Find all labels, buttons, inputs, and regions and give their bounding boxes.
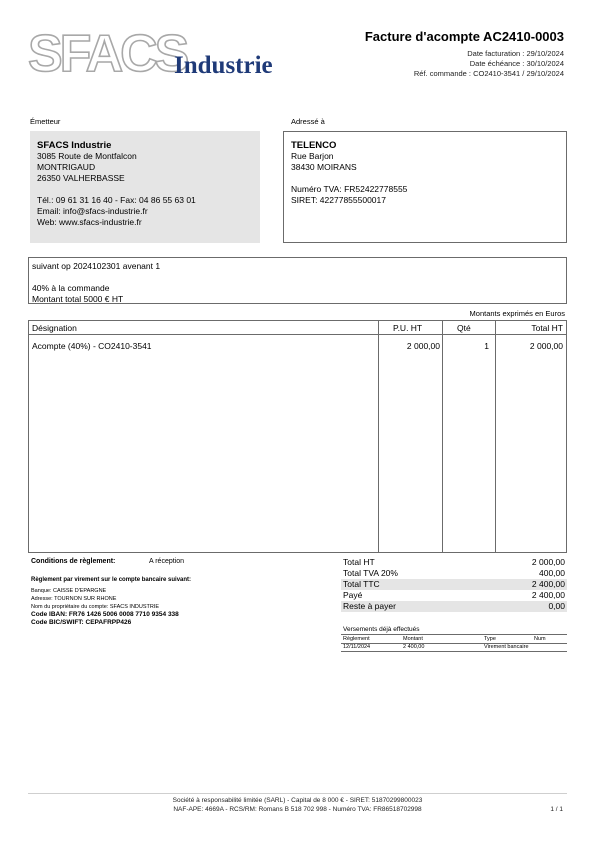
recipient-address-line: 38430 MOIRANS bbox=[291, 162, 357, 172]
recipient-siret: SIRET: 42277855500017 bbox=[291, 195, 386, 205]
bank-name: Banque: CAISSE D'EPARGNE bbox=[31, 588, 107, 594]
total-value: 2 400,00 bbox=[531, 590, 565, 600]
item-designation: Acompte (40%) - CO2410-3541 bbox=[32, 341, 152, 351]
due-date: Date échéance : 30/10/2024 bbox=[469, 59, 564, 68]
total-value: 0,00 bbox=[548, 601, 565, 611]
payments-col-reglement: Règlement bbox=[343, 636, 370, 642]
footer-legal-line: Société à responsabilité limitée (SARL) - Capital de 8 000 € - SIRET: 51870299800023 bbox=[172, 797, 423, 804]
footer-divider bbox=[28, 793, 567, 794]
invoice-date: Date facturation : 29/10/2024 bbox=[467, 49, 564, 58]
emitter-phone: Tél.: 09 61 31 16 40 - Fax: 04 86 55 63 01 bbox=[37, 195, 196, 205]
payments-divider bbox=[341, 643, 567, 644]
total-row bbox=[341, 590, 567, 601]
payment-conditions-value: A réception bbox=[149, 558, 185, 565]
item-total: 2 000,00 bbox=[529, 341, 563, 351]
iban: Code IBAN: FR76 1426 5006 0008 7710 9354 338 bbox=[31, 611, 179, 618]
recipient-address-line: Rue Barjon bbox=[291, 151, 334, 161]
total-label: Total TVA 20% bbox=[343, 568, 398, 578]
footer-legal-line: NAF-APE: 4669A - RCS/RM: Romans B 518 702 998 - Numéro TVA: FR86518702998 bbox=[173, 806, 422, 813]
recipient-name: TELENCO bbox=[291, 140, 337, 151]
emitter-address-line: 26350 VALHERBASSE bbox=[37, 173, 125, 183]
emitter-box bbox=[30, 131, 260, 243]
recipient-vat: Numéro TVA: FR52422778555 bbox=[291, 184, 408, 194]
order-reference: Réf. commande : CO2410-3541 / 29/10/2024 bbox=[413, 69, 564, 78]
payment-conditions-label: Conditions de règlement: bbox=[31, 558, 116, 565]
emitter-name: SFACS Industrie bbox=[37, 140, 112, 151]
transfer-title: Règlement par virement sur le compte bancaire suivant: bbox=[31, 577, 192, 583]
total-value: 2 000,00 bbox=[531, 557, 565, 567]
account-owner: Nom du propriétaire du compte: SFACS INDUSTRIE bbox=[31, 604, 160, 610]
invoice-title: Facture d'acompte AC2410-0003 bbox=[364, 29, 564, 44]
payments-divider bbox=[341, 651, 567, 652]
total-value: 2 400,00 bbox=[531, 579, 565, 589]
col-header-total: Total HT bbox=[531, 323, 563, 333]
payments-divider bbox=[341, 634, 567, 635]
payments-title: Versements déjà effectués bbox=[343, 626, 420, 633]
col-header-designation: Désignation bbox=[32, 323, 77, 333]
company-logo-subtitle: Industrie bbox=[174, 52, 273, 79]
total-row bbox=[341, 568, 567, 579]
payments-col-montant: Montant bbox=[403, 636, 423, 642]
total-row bbox=[341, 579, 567, 590]
bank-address: Adresse: TOURNON SUR RHONE bbox=[31, 596, 117, 602]
col-header-quantity: Qté bbox=[457, 323, 471, 333]
items-table bbox=[28, 320, 567, 553]
total-label: Total HT bbox=[343, 557, 375, 567]
col-header-unit-price: P.U. HT bbox=[393, 323, 423, 333]
invoice-note bbox=[28, 257, 567, 304]
note-line: 40% à la commande bbox=[32, 283, 110, 293]
total-value: 400,00 bbox=[539, 568, 565, 578]
payment-amount: 2 400,00 bbox=[403, 644, 425, 650]
item-unit-price: 2 000,00 bbox=[406, 341, 440, 351]
note-line: Montant total 5000 € HT bbox=[32, 294, 124, 304]
recipient-box bbox=[283, 131, 567, 243]
payments-col-num: Num bbox=[534, 636, 546, 642]
item-quantity: 1 bbox=[484, 341, 489, 351]
payments-col-type: Type bbox=[484, 636, 496, 642]
total-label: Payé bbox=[343, 590, 363, 600]
emitter-address-line: 3085 Route de Montfalcon bbox=[37, 151, 137, 161]
note-line: suivant op 2024102301 avenant 1 bbox=[32, 261, 161, 271]
emitter-label: Émetteur bbox=[30, 117, 61, 126]
total-row bbox=[341, 557, 567, 568]
total-label: Reste à payer bbox=[343, 601, 396, 611]
page-number: 1 / 1 bbox=[550, 806, 563, 813]
emitter-web: Web: www.sfacs-industrie.fr bbox=[37, 217, 142, 227]
total-row bbox=[341, 601, 567, 612]
company-logo: SFACS bbox=[28, 25, 187, 83]
payment-type: Virement bancaire bbox=[484, 644, 529, 650]
bic: Code BIC/SWIFT: CEPAFRPP426 bbox=[31, 619, 132, 626]
payment-date: 12/11/2024 bbox=[343, 644, 371, 650]
recipient-label: Adressé à bbox=[291, 117, 325, 126]
emitter-email: Email: info@sfacs-industrie.fr bbox=[37, 206, 148, 216]
currency-note: Montants exprimés en Euros bbox=[469, 309, 565, 318]
emitter-address-line: MONTRIGAUD bbox=[37, 162, 96, 172]
total-label: Total TTC bbox=[343, 579, 380, 589]
